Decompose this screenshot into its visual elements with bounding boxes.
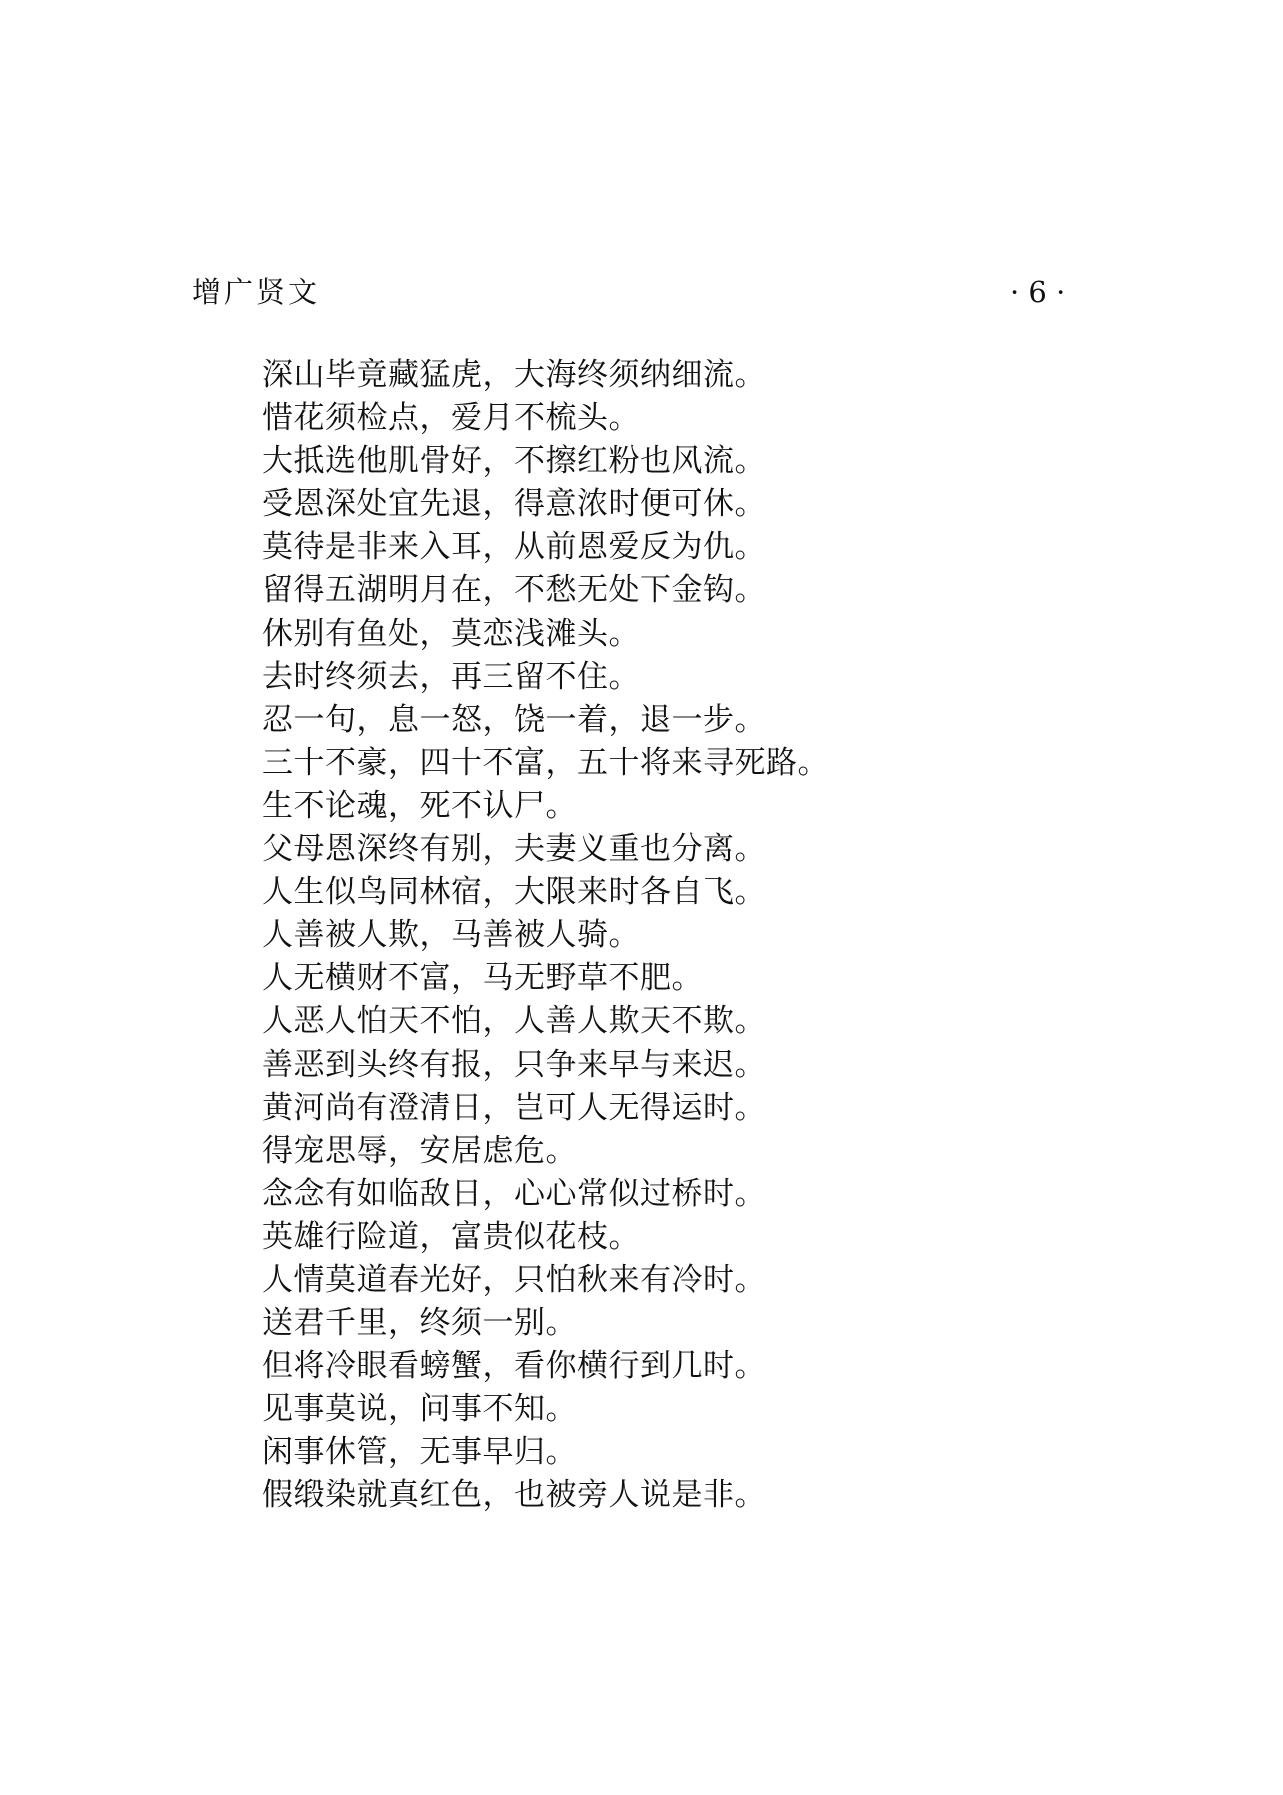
verse-line: 见事莫说，问事不知。 — [262, 1391, 577, 1428]
verse-line: 英雄行险道，富贵似花枝。 — [262, 1218, 640, 1255]
verse-line: 莫待是非来入耳，从前恩爱反为仇。 — [262, 529, 766, 566]
verse-line: 闲事休管，无事早归。 — [262, 1434, 577, 1471]
verse-line: 善恶到头终有报，只争来早与来迟。 — [262, 1046, 766, 1083]
verse-line: 人生似鸟同林宿，大限来时各自飞。 — [262, 874, 766, 911]
running-head-title: 增广贤文 — [192, 275, 321, 309]
verse-block — [262, 354, 1162, 1518]
verse-line: 受恩深处宜先退，得意浓时便可休。 — [262, 486, 766, 523]
verse-line: 送君千里，终须一别。 — [262, 1305, 577, 1342]
page-number: · 6 · — [1010, 275, 1066, 309]
verse-line: 黄河尚有澄清日，岂可人无得运时。 — [262, 1089, 766, 1126]
verse-line: 人无横财不富，马无野草不肥。 — [262, 960, 703, 997]
verse-line: 忍一句，息一怒，饶一着，退一步。 — [262, 701, 766, 738]
verse-line: 但将冷眼看螃蟹，看你横行到几时。 — [262, 1348, 766, 1385]
verse-line: 假缎染就真红色，也被旁人说是非。 — [262, 1477, 766, 1514]
verse-line: 人情莫道春光好，只怕秋来有冷时。 — [262, 1261, 766, 1298]
verse-line: 深山毕竟藏猛虎，大海终须纳细流。 — [262, 357, 766, 393]
verse-line: 留得五湖明月在，不愁无处下金钩。 — [262, 572, 766, 609]
verse-line: 三十不豪，四十不富，五十将来寻死路。 — [262, 744, 829, 781]
verse-line: 休别有鱼处，莫恋浅滩头。 — [262, 615, 640, 652]
verse-line: 人恶人怕天不怕，人善人欺天不欺。 — [262, 1003, 766, 1040]
verse-line: 惜花须检点，爱月不梳头。 — [262, 400, 640, 437]
verse-line: 去时终须去，再三留不住。 — [262, 658, 640, 695]
verse-line: 大抵选他肌骨好，不擦红粉也风流。 — [262, 443, 766, 480]
verse-line: 人善被人欺，马善被人骑。 — [262, 917, 640, 954]
verse-line: 得宠思辱，安居虑危。 — [262, 1132, 577, 1169]
verse-line: 父母恩深终有别，夫妻义重也分离。 — [262, 831, 766, 868]
verse-line: 生不论魂，死不认尸。 — [262, 787, 577, 824]
verse-line: 念念有如临敌日，心心常似过桥时。 — [262, 1175, 766, 1212]
